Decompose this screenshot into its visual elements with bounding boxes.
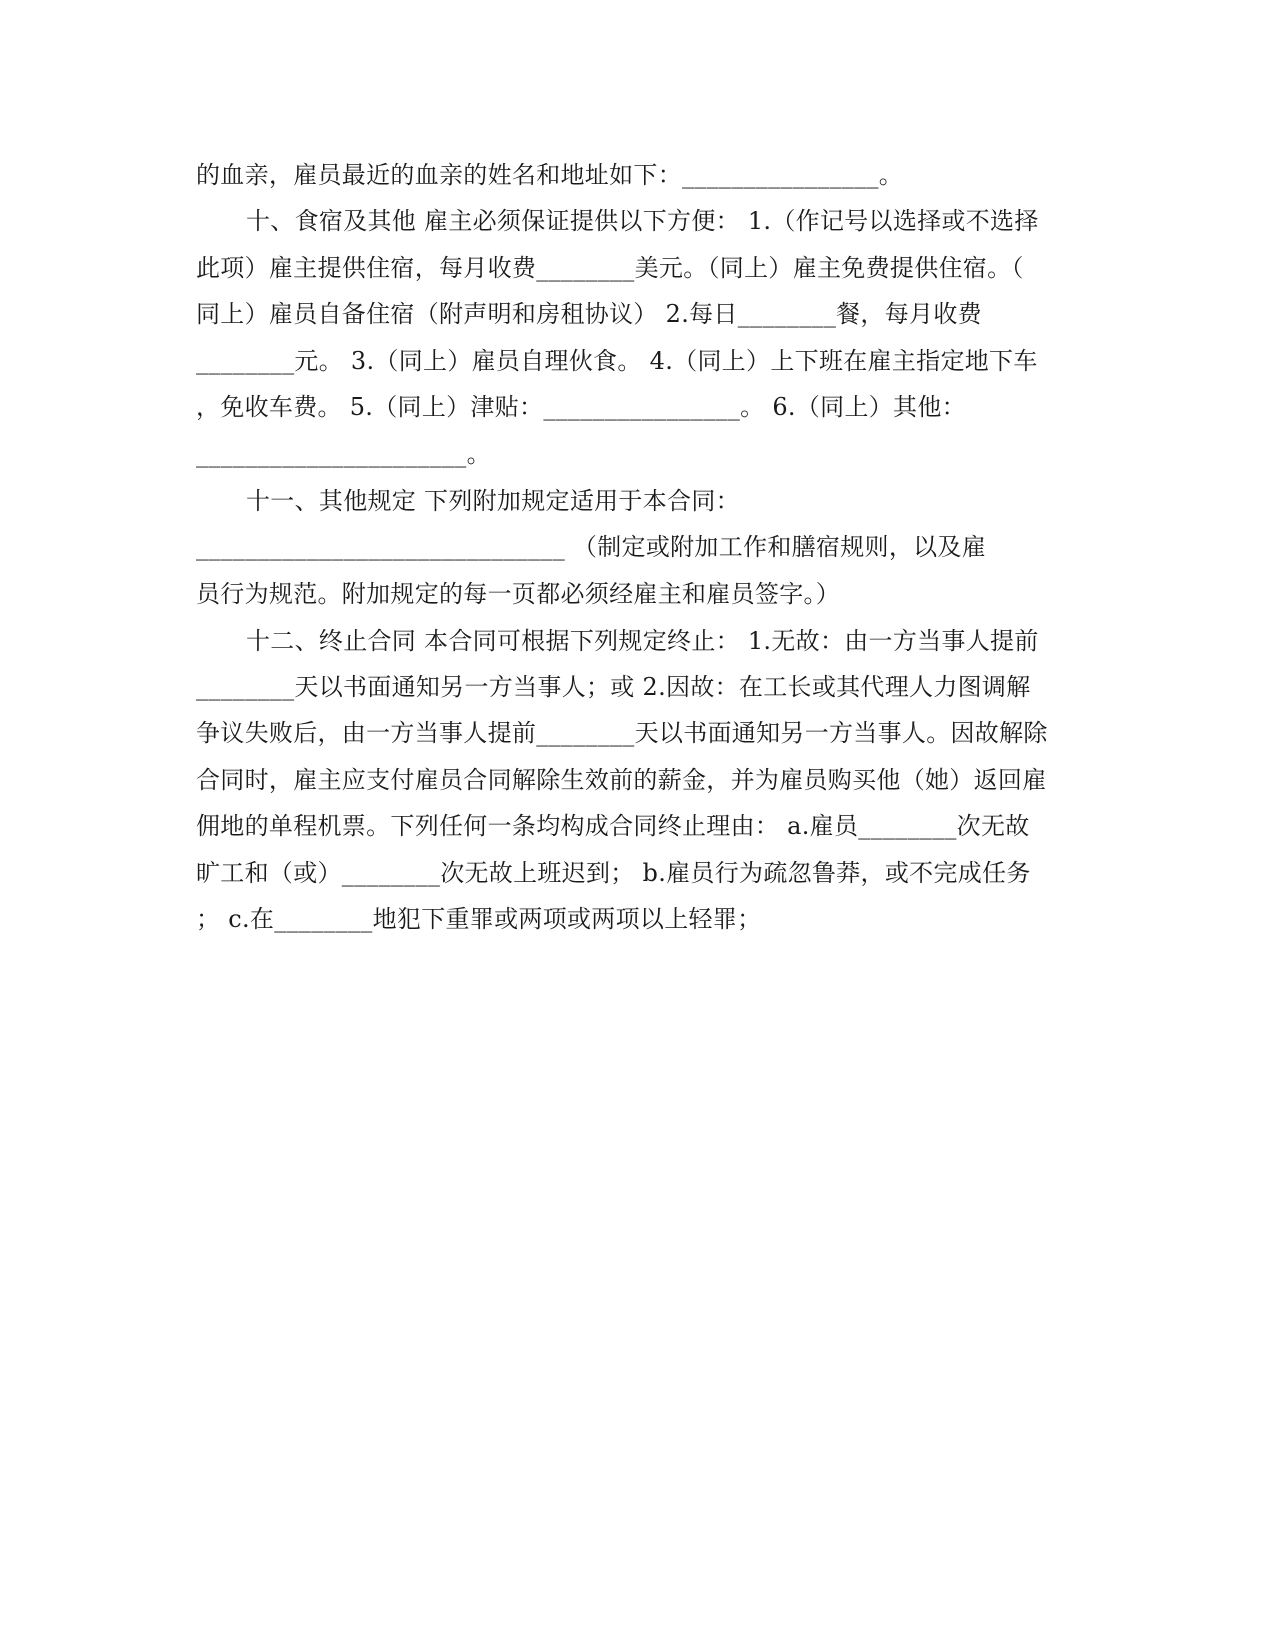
text-line-5: ________元。 3.（同上）雇员自理伙食。 4.（同上）上下班在雇主指定地下车 [196,347,1038,375]
text-line-7: ______________________。 [196,440,491,468]
text-line-13: 争议失败后，由一方当事人提前________天以书面通知另一方当事人。因故解除 [196,719,1048,747]
text-line-6: ，免收车费。 5.（同上）津贴：________________。 6.（同上）其他： [196,393,966,421]
text-line-9: ______________________________ （制定或附加工作和膳宿规则，以及雇 [196,533,987,561]
text-line-14: 合同时，雇主应支付雇员合同解除生效前的薪金，并为雇员购买他（她）返回雇 [196,766,1047,794]
text-line-17: ； c.在________地犯下重罪或两项或两项以上轻罪； [196,905,762,933]
text-line-16: 旷工和（或）________次无故上班迟到； b.雇员行为疏忽鲁莽，或不完成任务 [196,859,1031,887]
text-line-3: 此项）雇主提供住宿，每月收费________美元。（同上）雇主免费提供住宿。（ [196,254,1024,282]
text-line-15: 佣地的单程机票。下列任何一条均构成合同终止理由： a.雇员________次无故 [196,812,1030,840]
section-10-heading-line: 十、食宿及其他 雇主必须保证提供以下方便： 1.（作记号以选择或不选择 [246,207,1039,235]
section-12-heading-line: 十二、终止合同 本合同可根据下列规定终止： 1.无故：由一方当事人提前 [246,627,1039,655]
section-11-heading-line: 十一、其他规定 下列附加规定适用于本合同： [246,487,740,515]
text-line-1: 的血亲，雇员最近的血亲的姓名和地址如下：________________。 [196,161,904,189]
text-line-4: 同上）雇员自备住宿（附声明和房租协议） 2.每日________餐，每月收费 [196,300,982,328]
text-line-10: 员行为规范。附加规定的每一页都必须经雇主和雇员签字。） [196,580,841,608]
text-line-12: ________天以书面通知另一方当事人；或 2.因故：在工长或其代理人力图调解 [196,673,1031,701]
